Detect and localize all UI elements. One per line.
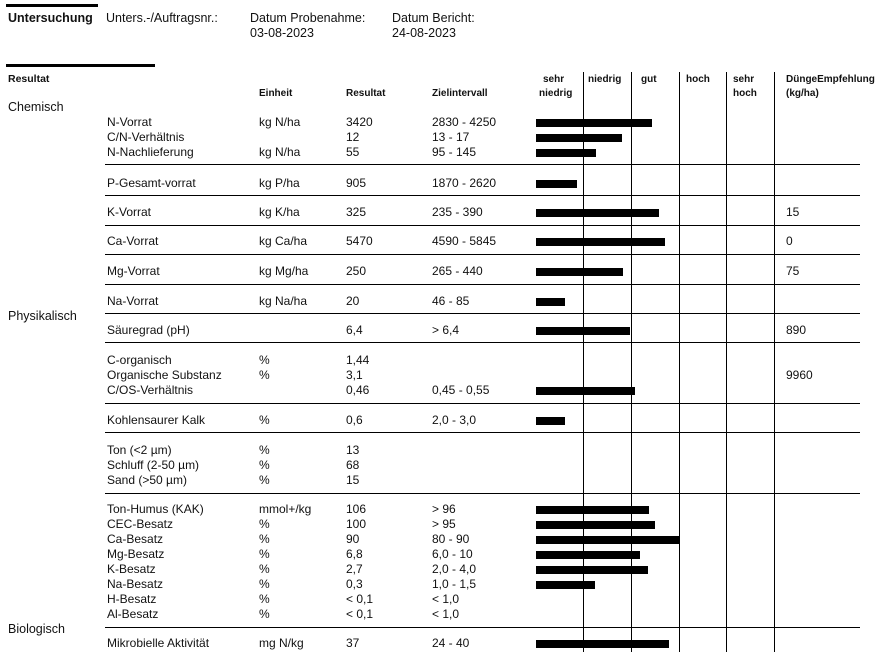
row-name: C-organisch (107, 353, 172, 367)
row-target: 2,0 - 4,0 (432, 562, 477, 576)
row-unit: % (259, 458, 270, 472)
row-unit: % (259, 607, 270, 621)
row-value: 1,44 (346, 353, 370, 367)
row-value: 6,8 (346, 547, 363, 561)
row-value: < 0,1 (346, 592, 374, 606)
auftrag-label: Unters.-/Auftragsnr.: (106, 11, 218, 25)
table-row (0, 517, 884, 532)
row-separator (105, 493, 860, 494)
table-row (0, 294, 884, 309)
row-target: 265 - 440 (432, 264, 483, 278)
row-unit: kg N/ha (259, 145, 301, 159)
rating-bar (536, 119, 652, 127)
col-sehr-niedrig-2: niedrig (539, 88, 573, 99)
table-row (0, 532, 884, 547)
row-unit: kg K/ha (259, 205, 300, 219)
table-row (0, 502, 884, 517)
row-unit: % (259, 517, 270, 531)
col-einheit: Einheit (259, 88, 293, 99)
row-separator (105, 195, 860, 196)
rating-bar (536, 209, 659, 217)
row-name: Ca-Besatz (107, 532, 164, 546)
row-name: Ton (<2 µm) (107, 443, 172, 457)
rating-bar (536, 180, 577, 188)
row-target: < 1,0 (432, 592, 460, 606)
row-unit: kg N/ha (259, 115, 301, 129)
row-unit: % (259, 413, 270, 427)
row-name: N-Nachlieferung (107, 145, 194, 159)
row-recommendation: 890 (786, 323, 807, 337)
row-name: CEC-Besatz (107, 517, 174, 531)
col-niedrig: niedrig (588, 74, 622, 85)
row-value: 5470 (346, 234, 373, 248)
table-row (0, 205, 884, 220)
rating-bar (536, 134, 622, 142)
row-name: N-Vorrat (107, 115, 152, 129)
row-target: 2,0 - 3,0 (432, 413, 477, 427)
rating-bar (536, 298, 565, 306)
section-physikalisch: Physikalisch (8, 309, 77, 323)
row-unit: % (259, 368, 270, 382)
table-row (0, 368, 884, 383)
row-value: 20 (346, 294, 360, 308)
table-row (0, 473, 884, 488)
row-value: 15 (346, 473, 360, 487)
row-target: 46 - 85 (432, 294, 470, 308)
row-value: 90 (346, 532, 360, 546)
row-value: 250 (346, 264, 367, 278)
col-duenge-2: (kg/ha) (786, 88, 819, 99)
table-row (0, 636, 884, 651)
row-recommendation: 0 (786, 234, 793, 248)
row-target: > 96 (432, 502, 456, 516)
row-target: 80 - 90 (432, 532, 470, 546)
col-sehr-hoch-2: hoch (733, 88, 757, 99)
row-name: Na-Vorrat (107, 294, 159, 308)
row-target: > 6,4 (432, 323, 460, 337)
row-name: K-Vorrat (107, 205, 152, 219)
row-target: > 95 (432, 517, 456, 531)
row-recommendation: 75 (786, 264, 800, 278)
row-recommendation: 15 (786, 205, 800, 219)
row-unit: % (259, 532, 270, 546)
row-target: 1870 - 2620 (432, 176, 497, 190)
header-top-rule (6, 4, 98, 7)
row-value: 325 (346, 205, 367, 219)
rating-bar (536, 566, 648, 574)
row-value: 0,3 (346, 577, 363, 591)
table-row (0, 458, 884, 473)
row-recommendation: 9960 (786, 368, 813, 382)
table-row (0, 234, 884, 249)
table-row (0, 607, 884, 622)
row-unit: % (259, 562, 270, 576)
col-sehr-niedrig-1: sehr (543, 74, 565, 85)
resultat-heading: Resultat (8, 73, 50, 85)
table-row (0, 592, 884, 607)
rating-bar (536, 521, 655, 529)
row-name: Mg-Besatz (107, 547, 165, 561)
rating-bar (536, 417, 565, 425)
probenahme-value: 03-08-2023 (250, 26, 314, 40)
bericht-label: Datum Bericht: (392, 11, 475, 25)
row-value: 0,46 (346, 383, 370, 397)
rating-bar (536, 387, 635, 395)
row-value: 2,7 (346, 562, 363, 576)
row-target: 235 - 390 (432, 205, 483, 219)
row-value: 0,6 (346, 413, 363, 427)
table-row (0, 547, 884, 562)
table-row (0, 383, 884, 398)
row-name: Na-Besatz (107, 577, 164, 591)
row-name: H-Besatz (107, 592, 157, 606)
row-separator (105, 164, 860, 165)
table-row (0, 176, 884, 191)
rating-bar (536, 551, 640, 559)
col-gut: gut (641, 74, 657, 85)
row-value: 6,4 (346, 323, 363, 337)
row-target: 13 - 17 (432, 130, 470, 144)
rating-bar (536, 149, 596, 157)
row-name: C/N-Verhältnis (107, 130, 185, 144)
row-value: 55 (346, 145, 360, 159)
row-value: 68 (346, 458, 360, 472)
row-target: 6,0 - 10 (432, 547, 473, 561)
row-value: 100 (346, 517, 367, 531)
row-name: Al-Besatz (107, 607, 159, 621)
row-separator (105, 403, 860, 404)
row-name: Ton-Humus (KAK) (107, 502, 204, 516)
table-row (0, 115, 884, 130)
row-separator (105, 342, 860, 343)
row-unit: kg Mg/ha (259, 264, 309, 278)
col-sehr-hoch-1: sehr (733, 74, 755, 85)
row-name: Ca-Vorrat (107, 234, 159, 248)
rating-bar (536, 506, 649, 514)
row-unit: mg N/kg (259, 636, 304, 650)
table-row (0, 323, 884, 338)
col-hoch: hoch (686, 74, 710, 85)
rating-bar (536, 327, 630, 335)
resultat-rule (6, 64, 155, 67)
row-value: 12 (346, 130, 360, 144)
col-resultat: Resultat (346, 88, 386, 99)
row-unit: % (259, 353, 270, 367)
row-separator (105, 284, 860, 285)
untersuchung-title: Untersuchung (8, 11, 93, 25)
row-name: P-Gesamt-vorrat (107, 176, 196, 190)
row-name: Mg-Vorrat (107, 264, 160, 278)
row-target: 4590 - 5845 (432, 234, 497, 248)
row-target: 1,0 - 1,5 (432, 577, 477, 591)
row-target: < 1,0 (432, 607, 460, 621)
row-unit: % (259, 443, 270, 457)
row-separator (105, 254, 860, 255)
row-name: C/OS-Verhältnis (107, 383, 194, 397)
row-unit: % (259, 592, 270, 606)
row-value: 37 (346, 636, 360, 650)
row-value: 3420 (346, 115, 373, 129)
row-name: K-Besatz (107, 562, 156, 576)
row-unit: kg Ca/ha (259, 234, 308, 248)
row-separator (105, 313, 860, 314)
section-chemisch: Chemisch (8, 100, 64, 114)
row-unit: mmol+/kg (259, 502, 312, 516)
row-separator (105, 432, 860, 433)
rating-bar (536, 640, 669, 648)
row-unit: % (259, 473, 270, 487)
row-value: 3,1 (346, 368, 363, 382)
table-row (0, 443, 884, 458)
row-unit: kg P/ha (259, 176, 300, 190)
table-row (0, 130, 884, 145)
bericht-value: 24-08-2023 (392, 26, 456, 40)
table-row (0, 577, 884, 592)
row-target: 95 - 145 (432, 145, 477, 159)
row-value: < 0,1 (346, 607, 374, 621)
col-zielintervall: Zielintervall (432, 88, 488, 99)
row-name: Schluff (2-50 µm) (107, 458, 200, 472)
row-name: Organische Substanz (107, 368, 222, 382)
row-target: 2830 - 4250 (432, 115, 497, 129)
row-value: 106 (346, 502, 367, 516)
row-unit: % (259, 547, 270, 561)
rating-bar (536, 536, 679, 544)
probenahme-label: Datum Probenahme: (250, 11, 366, 25)
section-biologisch: Biologisch (8, 622, 65, 636)
row-unit: % (259, 577, 270, 591)
row-separator (105, 225, 860, 226)
row-name: Mikrobielle Aktivität (107, 636, 210, 650)
row-value: 905 (346, 176, 367, 190)
rating-bar (536, 268, 623, 276)
row-name: Sand (>50 µm) (107, 473, 187, 487)
table-row (0, 145, 884, 160)
table-row (0, 562, 884, 577)
row-separator (105, 627, 860, 628)
row-name: Säuregrad (pH) (107, 323, 190, 337)
rating-bar (536, 581, 595, 589)
row-value: 13 (346, 443, 360, 457)
table-row (0, 353, 884, 368)
row-target: 0,45 - 0,55 (432, 383, 490, 397)
rating-bar (536, 238, 665, 246)
table-row (0, 264, 884, 279)
row-unit: kg Na/ha (259, 294, 308, 308)
table-row (0, 413, 884, 428)
col-duenge-1: DüngeEmpfehlung (786, 74, 875, 85)
row-name: Kohlensaurer Kalk (107, 413, 206, 427)
row-target: 24 - 40 (432, 636, 470, 650)
